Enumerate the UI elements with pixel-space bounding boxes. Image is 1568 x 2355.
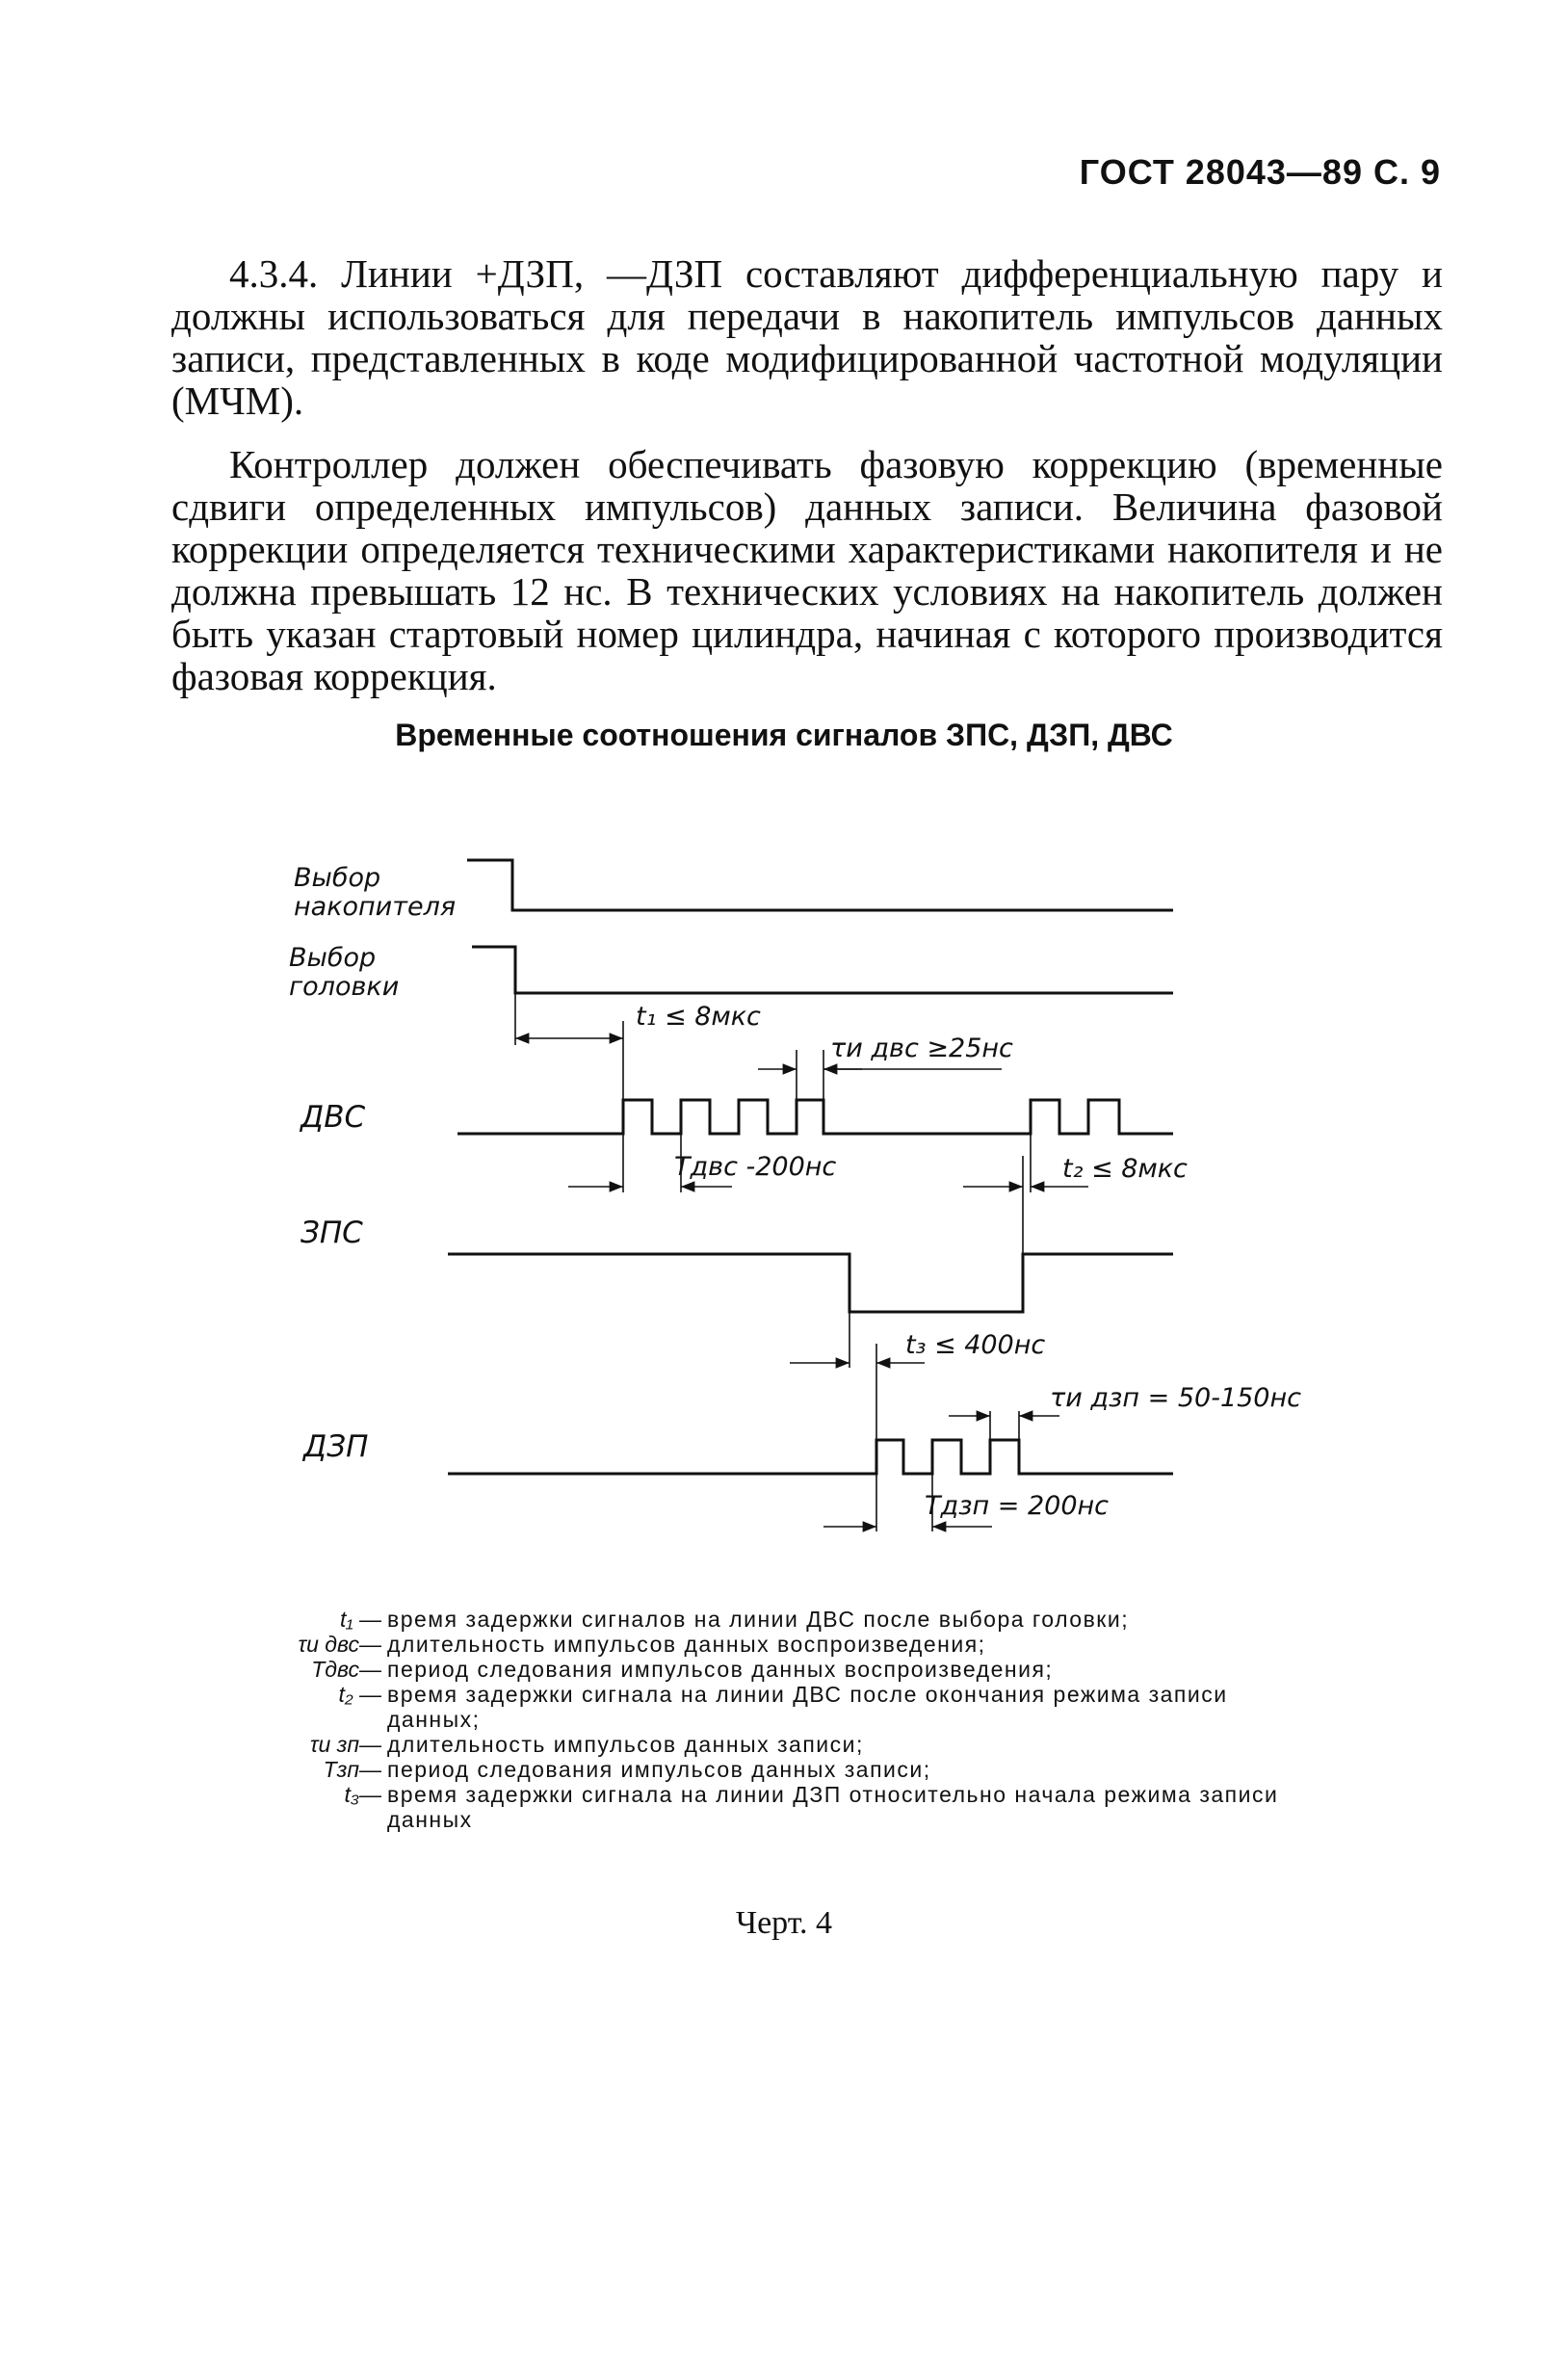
legend-symbol: t₁ — [339,1607,381,1632]
figure-caption: Черт. 4 [735,1905,833,1941]
annot-t1: t₁ ≤ 8мкс [636,1002,761,1032]
legend-text: время задержки сигнала на линии ДВС после окончания режима записи данных; [387,1682,1228,1732]
label-dvs: ДВС [301,1100,366,1135]
legend-row [289,1657,1310,1682]
legend-text: длительность импульсов данных записи; [387,1732,864,1757]
paragraph-4-3-4: 4.3.4. Линии +ДЗП, —ДЗП составляют дифференциальную пару и должны использоваться для передачи в накопитель импульсов данных записи, представленных в коде модифицированной частотной модуляции (МЧМ). [171,251,1443,423]
page-header: ГОСТ 28043—89 С. 9 [1079,152,1441,192]
annot-T-dzp: Tдзп = 200нс [925,1491,1109,1521]
legend-text: время задержки сигналов на линии ДВС после выбора головки; [387,1607,1130,1632]
chart-title: Временные соотношения сигналов ЗПС, ДЗП, ДВС [395,718,1173,752]
annot-t2: t₂ ≤ 8мкс [1062,1154,1188,1184]
legend-text: время задержки сигнала на линии ДЗП относительно начала режима записи данных [387,1782,1279,1832]
waveform-drive-select [467,860,1173,910]
legend-symbol: τи зп— [309,1732,381,1757]
legend-row [289,1757,1310,1782]
legend-row [289,1732,1310,1757]
annot-t3: t₃ ≤ 400нс [905,1330,1046,1360]
waveform-zps [448,1254,1173,1312]
legend-text: период следования импульсов данных записи; [387,1757,931,1782]
label-drive-select-1: Выбор [294,863,381,893]
label-head-select-1: Выбор [289,943,377,973]
legend-symbol: τи двс— [298,1632,381,1657]
legend-symbol: t₃— [344,1782,381,1807]
waveform-dvs [457,1100,1173,1134]
annot-T-dvs: Tдвс -200нс [674,1152,837,1182]
legend-symbol: Tдвс— [311,1657,381,1682]
legend-row [289,1782,1310,1832]
label-zps: ЗПС [301,1216,363,1250]
legend-row [289,1682,1310,1732]
label-drive-select-2: накопителя [294,892,457,922]
paragraph-phase-correction: Контроллер должен обеспечивать фазовую коррекцию (временные сдвиги определенных импульсов) данных записи. Величина фазовой коррекции определяется техническими характеристиками накопителя и не должна превышать 12 нс. В технических условиях на накопитель должен быть указан стартовый номер цилиндра, начиная с которого производится фазовая коррекция. [171,442,1443,698]
legend-symbol: t₂ — [338,1682,381,1707]
label-head-select-2: головки [289,972,400,1002]
annot-tau-dvs: τи двс ≥25нс [830,1034,1013,1063]
legend [289,1607,1310,1832]
waveform-head-select [472,947,1173,993]
legend-row [289,1607,1310,1632]
label-dzp: ДЗП [303,1429,369,1464]
legend-symbol: Tзп— [323,1757,381,1782]
legend-text: длительность импульсов данных воспроизведения; [387,1632,986,1657]
annot-tau-dzp: τи дзп = 50-150нс [1050,1383,1301,1413]
waveform-dzp [448,1440,1173,1474]
legend-text: период следования импульсов данных воспроизведения; [387,1657,1054,1682]
legend-row [289,1632,1310,1657]
